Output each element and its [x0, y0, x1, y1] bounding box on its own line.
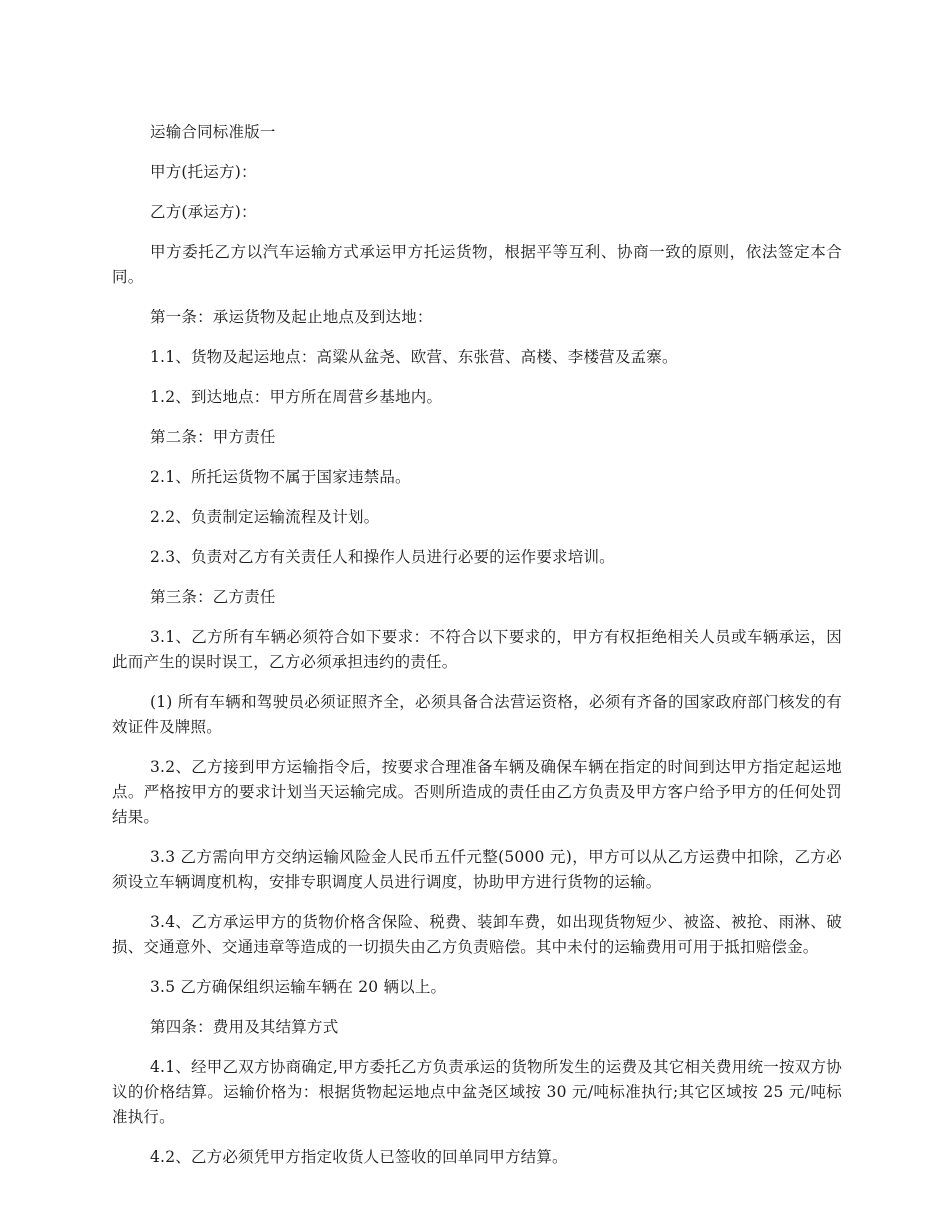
article-4-heading: 第四条：费用及其结算方式 — [150, 1018, 339, 1036]
clause-3-5: 3.5 乙方确保组织运输车辆在 20 辆以上。 — [150, 978, 447, 996]
clause-3-1: 3.1、乙方所有车辆必须符合如下要求：不符合以下要求的，甲方有权拒绝相关人员或车辆承运，因此而产生的误时误工，乙方必须承担违约的责任。 — [112, 628, 842, 671]
document-page — [112, 120, 842, 1185]
clause-3-3: 3.3 乙方需向甲方交纳运输风险金人民币五仟元整(5000 元)，甲方可以从乙方运费中扣除，乙方必须设立车辆调度机构，安排专职调度人员进行调度，协助甲方进行货物的运输。 — [112, 848, 842, 891]
clause-4-2: 4.2、乙方必须凭甲方指定收货人已签收的回单同甲方结算。 — [150, 1148, 568, 1166]
clause-3-4: 3.4、乙方承运甲方的货物价格含保险、税费、装卸车费，如出现货物短少、被盗、被抢、雨淋、破损、交通意外、交通违章等造成的一切损失由乙方负责赔偿。其中未付的运输费用可用于抵扣赔偿金。 — [112, 913, 842, 956]
party-a-line: 甲方(托运方)： — [150, 163, 257, 181]
clause-2-3: 2.3、负责对乙方有关责任人和操作人员进行必要的运作要求培训。 — [150, 548, 615, 566]
party-b-line: 乙方(承运方)： — [150, 203, 257, 221]
article-2-heading: 第二条：甲方责任 — [150, 428, 276, 446]
clause-1-1: 1.1、货物及起运地点：高粱从盆尧、欧营、东张营、高楼、李楼营及孟寨。 — [150, 348, 678, 366]
clause-1-2: 1.2、到达地点：甲方所在周营乡基地内。 — [150, 388, 443, 406]
document-title: 运输合同标准版一 — [150, 123, 276, 141]
clause-2-2: 2.2、负责制定运输流程及计划。 — [150, 508, 380, 526]
clause-2-1: 2.1、所托运货物不属于国家违禁品。 — [150, 468, 411, 486]
clause-3-1-item-1: (1) 所有车辆和驾驶员必须证照齐全，必须具备合法营运资格，必须有齐备的国家政府部门核发的有效证件及牌照。 — [112, 693, 842, 736]
article-1-heading: 第一条：承运货物及起止地点及到达地： — [150, 308, 433, 326]
article-3-heading: 第三条：乙方责任 — [150, 588, 276, 606]
preamble-paragraph: 甲方委托乙方以汽车运输方式承运甲方托运货物，根据平等互利、协商一致的原则，依法签定本合同。 — [112, 243, 842, 286]
clause-3-2: 3.2、乙方接到甲方运输指令后，按要求合理准备车辆及确保车辆在指定的时间到达甲方指定起运地点。严格按甲方的要求计划当天运输完成。否则所造成的责任由乙方负责及甲方客户给予甲方的任何处罚结果。 — [112, 758, 842, 826]
clause-4-1: 4.1、经甲乙双方协商确定,甲方委托乙方负责承运的货物所发生的运费及其它相关费用统一按双方协议的价格结算。运输价格为：根据货物起运地点中盆尧区域按 30 元/吨标准执行;其它区域按 25 元/吨标准执行。 — [112, 1058, 842, 1126]
